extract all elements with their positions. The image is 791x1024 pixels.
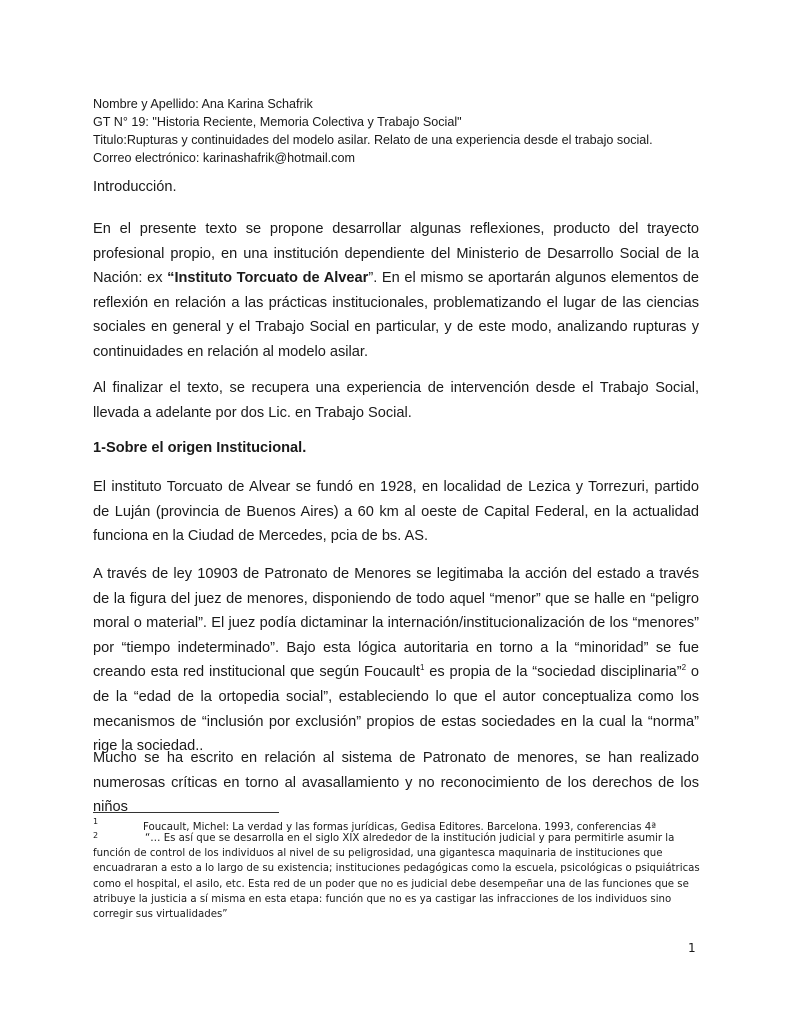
section-1-paragraph-3: Mucho se ha escrito en relación al sistema de Patronato de menores, se han realizado numerosas críticas en torno al avasallamiento y no reconocimiento de los derechos de los niños	[93, 750, 699, 816]
section-1-paragraph-2	[93, 562, 699, 759]
footnote-1-number: 1	[93, 817, 99, 826]
intro-paragraph-1	[93, 217, 699, 365]
footnote-ref-2: 2	[681, 663, 687, 673]
section-1-paragraph-2-text-c: o de la “edad de la ortopedia social”, estableciendo lo que el autor conceptualiza como los mecanismos de “inclusión por exclusión” propios de estas sociedades en la cual la “norma” rige la sociedad..	[93, 664, 699, 755]
intro-paragraph-1-text-a: En el presente texto se propone desarrollar algunas reflexiones, producto del trayecto profesional propio, en una institución dependiente del Ministerio de Desarrollo Social de la Nación: ex	[93, 221, 699, 287]
footnote-separator	[93, 812, 279, 813]
section-1-heading: 1-Sobre el origen Institucional.	[93, 440, 307, 456]
footnote-1	[93, 817, 703, 832]
footnote-2-text: “… Es así que se desarrolla en el siglo XIX alrededor de la institución judicial y para permitirle asumir la función de control de los individuos al nivel de su peligrosidad, una gigantesca maquinaria de instituciones que encuadraran a esto a lo largo de su existencia; instituciones pedagógicas como la escuela, psicológicas o psiquiátricas como el hospital, el asilo, etc. Esta red de un poder que no es judicial debe desempeñar una de las funciones que se atribuye la justicia a sí misma en esta etapa: función que no es ya castigar las infracciones de los individuos sino corregir sus virtualidades”	[93, 833, 700, 921]
footnote-2	[93, 831, 703, 922]
document-header	[93, 95, 713, 167]
footnotes	[93, 817, 703, 921]
email-line: Correo electrónico: karinashafrik@hotmail.com	[93, 151, 355, 165]
footnote-1-text: Foucault, Michel: La verdad y las formas jurídicas, Gedisa Editores. Barcelona. 1993, conferencias 4ª	[143, 822, 657, 833]
section-1-paragraph-2-text-a: A través de ley 10903 de Patronato de Menores se legitimaba la acción del estado a través de la figura del juez de menores, disponiendo de todo aquel “menor” que se halle en “peligro moral o material”. El juez podía dictaminar la internación/institucionalización de los “menores” por “tiempo indeterminado”. Bajo esta lógica autoritaria en torno a la “minoridad” se fue creando esta red institucional que según Foucault	[93, 566, 699, 681]
author-name-line: Nombre y Apellido: Ana Karina Schafrik	[93, 97, 313, 111]
intro-paragraph-1-text-b: ”. En el mismo se aportarán algunos elementos de reflexión en relación a las prácticas institucionales, problematizando el lugar de las ciencias sociales en general y el Trabajo Social en particular, y de este modo, analizando rupturas y continuidades en relación al modelo asilar.	[93, 270, 700, 360]
intro-paragraph-2: Al finalizar el texto, se recupera una experiencia de intervención desde el Trabajo Social, llevada a adelante por dos Lic. en Trabajo Social.	[93, 380, 699, 421]
footnote-2-number: 2	[93, 831, 99, 840]
institute-name-bold: “Instituto Torcuato de Alvear	[167, 270, 369, 287]
page-number: 1	[688, 941, 696, 955]
introduction-heading: Introducción.	[93, 179, 177, 195]
footnote-ref-1: 1	[419, 663, 425, 673]
section-1-paragraph-1: El instituto Torcuato de Alvear se fundó en 1928, en localidad de Lezica y Torrezuri, partido de Luján (provincia de Buenos Aires) a 60 km al oeste de Capital Federal, en la actualidad funciona en la Ciudad de Mercedes, pcia de bs. AS.	[93, 479, 699, 545]
working-group-line: GT N° 19: "Historia Reciente, Memoria Colectiva y Trabajo Social"	[93, 115, 462, 129]
section-1-paragraph-2-text-b: es propia de la “sociedad disciplinaria”	[424, 664, 682, 681]
title-line: Titulo:Rupturas y continuidades del modelo asilar. Relato de una experiencia desde el trabajo social.	[93, 133, 653, 147]
